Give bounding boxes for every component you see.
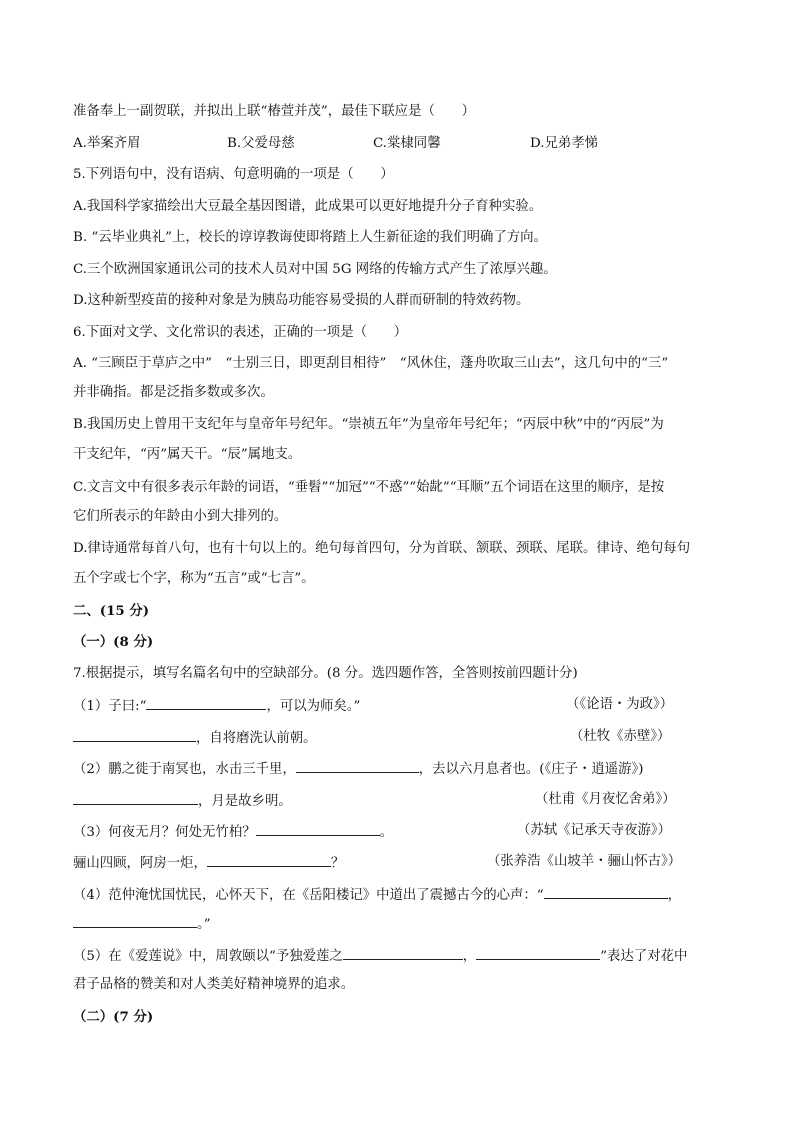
question-7-4-prefix: （4）范仲淹忧国忧民，心怀天下，在《岳阳楼记》中道出了震撼古今的心声：“ [73, 888, 544, 903]
question-7-5-comma: ， [462, 949, 477, 964]
question-7-2-suffix: ，去以六月息者也。(《庄子・逍遥游》) [418, 762, 644, 777]
question-7-1-prefix: （1）子曰:“ [73, 699, 147, 714]
question-7-3-source-2: （张养浩《山坡羊・骊山怀古》） [487, 854, 682, 869]
question-7-5-prefix: （5）在《爱莲说》中，周敦颐以“予独爱莲之 [73, 949, 343, 964]
answer-blank[interactable] [73, 728, 196, 742]
question-4-option-a: A.举案齐眉 [73, 136, 141, 151]
question-7-3-suffix: 。 [379, 825, 393, 840]
question-7-5-line2: 君子品格的赞美和对人类美好精神境界的追求。 [73, 977, 355, 992]
question-7-3-line2 [73, 853, 344, 873]
question-5-option-c: C.三个欧洲国家通讯公司的技术人员对中国 5G 网络的传输方式产生了浓厚兴趣。 [73, 262, 557, 277]
answer-blank[interactable] [256, 822, 380, 836]
question-7-2-line1 [73, 759, 643, 779]
answer-blank[interactable] [73, 914, 197, 928]
question-5-stem: 5.下列语句中，没有语病、句意明确的一项是（ ） [73, 167, 394, 182]
question-7-1b-suffix: ，自将磨洗认前朝。 [196, 731, 317, 746]
question-7-2-source: （杜甫《月夜忆舍弟》） [535, 792, 676, 807]
question-7-3-line1 [73, 822, 393, 842]
question-7-3-prefix: （3）何夜无月？何处无竹柏？ [73, 825, 256, 840]
answer-blank[interactable] [296, 759, 419, 773]
question-7-1-source-2: （杜牧《赤壁》） [570, 729, 671, 744]
question-7-1-line2 [73, 728, 317, 748]
subsection-2-heading: （二）(7 分) [73, 1009, 154, 1025]
answer-blank[interactable] [73, 791, 198, 805]
question-6-option-d-line2: 五个字或七个字，称为“五言”或“七言”。 [73, 571, 315, 586]
question-7-stem: 7.根据提示，填写名篇名句中的空缺部分。(8 分。选四题作答，全答则按前四题计分) [73, 666, 578, 681]
answer-blank[interactable] [146, 696, 266, 710]
question-7-1-suffix: ，可以为师矣。” [266, 699, 361, 714]
question-6-option-a-line2: 并非确指。都是泛指多数或多次。 [73, 385, 274, 400]
question-4-option-c: C.棠棣同馨 [373, 136, 441, 151]
subsection-1-heading: （一）(8 分) [73, 634, 154, 650]
answer-blank[interactable] [544, 885, 668, 899]
question-7-4-close: 。” [197, 917, 211, 932]
question-4-stem-continued: 准备奉上一副贺联，并拟出上联“椿萱并茂”，最佳下联应是（ ） [73, 104, 476, 119]
question-6-option-c-line1: C.文言文中有很多表示年龄的词语，“垂髫”“加冠”“不惑”“始龀”“耳顺”五个词语在这里的顺序，是按 [73, 480, 665, 495]
question-7-1-line1 [73, 696, 360, 716]
question-7-4-comma: ， [667, 888, 682, 903]
question-6-option-a-line1: A. “三顾臣于草庐之中” “士别三日，即更刮目相待” “风休住，蓬舟吹取三山去”，这几句中的“三” [73, 356, 669, 371]
question-6-option-b-line2: 干支纪年，“丙”属天干。“辰”属地支。 [73, 447, 302, 462]
answer-blank[interactable] [207, 853, 331, 867]
question-5-option-d: D.这种新型疫苗的接种对象是为胰岛功能容易受损的人群而研制的特效药物。 [73, 293, 530, 308]
question-7-3b-suffix: ？ [330, 856, 345, 871]
question-6-option-d-line1: D.律诗通常每首八句，也有十句以上的。绝句每首四句，分为首联、颔联、颈联、尾联。律诗、绝句每句 [73, 541, 691, 556]
question-7-3b-prefix: 骊山四顾，阿房一炬， [73, 856, 207, 871]
question-6-option-c-line2: 它们所表示的年龄由小到大排列的。 [73, 509, 288, 524]
answer-blank[interactable] [476, 946, 600, 960]
question-7-2b-suffix: ，月是故乡明。 [198, 794, 292, 809]
question-5-option-b: B. “云毕业典礼”上，校长的谆谆教诲使即将踏上人生新征途的我们明确了方向。 [73, 230, 547, 245]
question-7-4-line1 [73, 885, 681, 905]
question-7-2-prefix: （2）鹏之徙于南冥也，水击三千里， [73, 762, 296, 777]
section-2-heading: 二、(15 分) [73, 603, 150, 619]
question-7-5-line1 [73, 946, 687, 966]
answer-blank[interactable] [343, 946, 463, 960]
question-7-5-suffix: ”表达了对花中 [600, 949, 688, 964]
question-7-3-source-1: （苏轼《记承天寺夜游》） [517, 823, 671, 838]
question-4-option-b: B.父爱母慈 [227, 136, 295, 151]
question-7-2-line2 [73, 791, 292, 811]
question-5-option-a: A.我国科学家描绘出大豆最全基因图谱，此成果可以更好地提升分子育种实验。 [73, 199, 543, 214]
question-6-option-b-line1: B.我国历史上曾用干支纪年与皇帝年号纪年。“崇祯五年”为皇帝年号纪年；“丙辰中秋”中的“丙辰”为 [73, 417, 664, 432]
question-6-stem: 6.下面对文学、文化常识的表述，正确的一项是（ ） [73, 325, 408, 340]
question-7-4-line2 [73, 914, 211, 934]
question-7-1-source-1: （《论语・为政》） [566, 697, 674, 712]
question-4-option-d: D.兄弟孝悌 [530, 136, 599, 151]
